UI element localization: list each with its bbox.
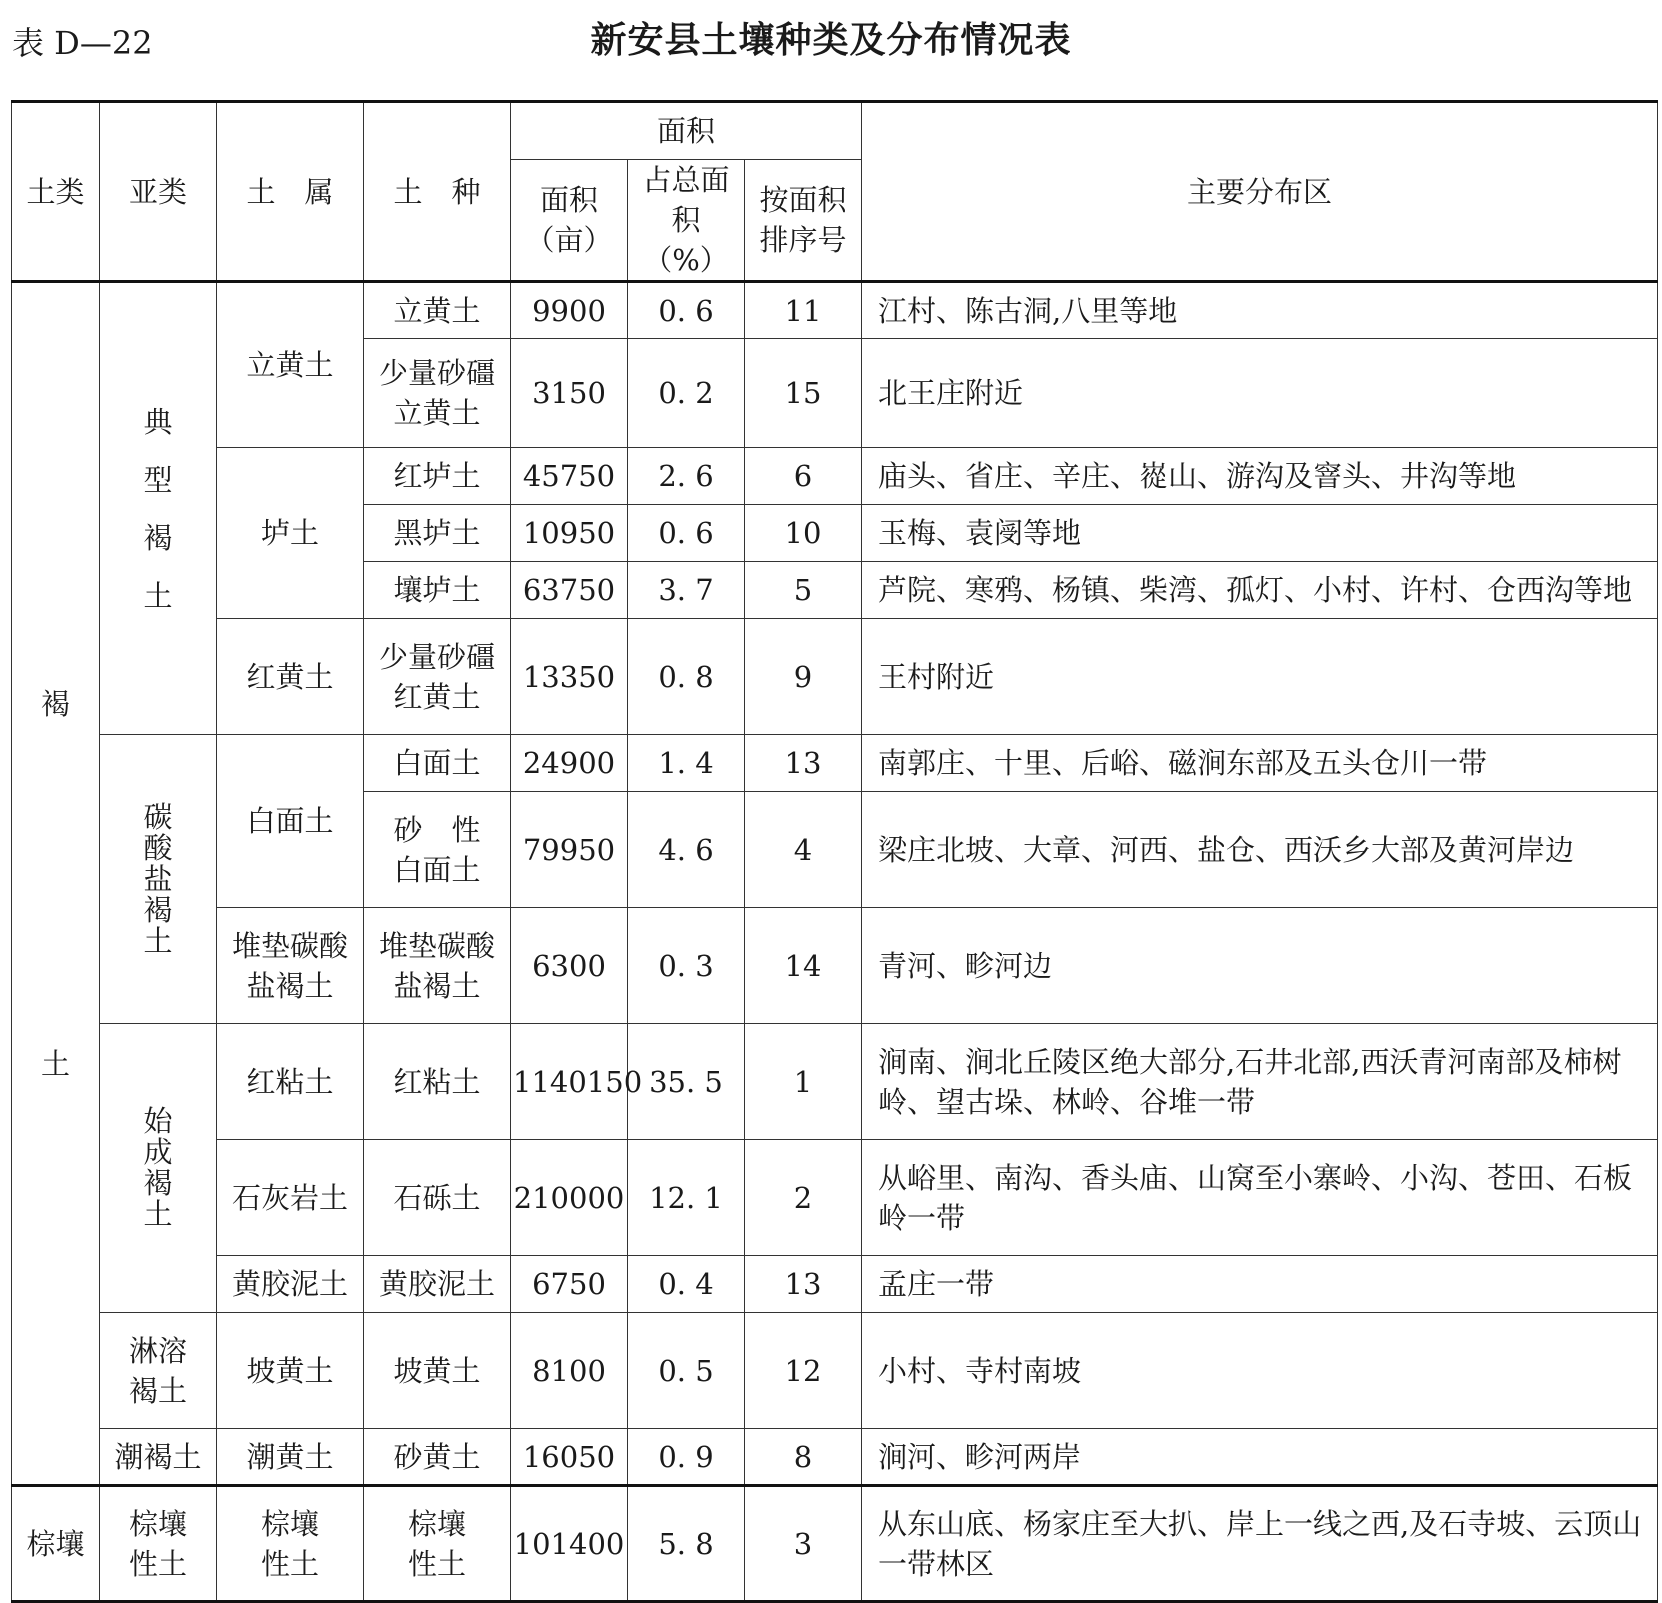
species-cell: 堆垫碳酸 盐褐土: [364, 908, 511, 1024]
rank-cell: 12: [745, 1313, 862, 1429]
soil-class-zong-rang: 棕壤: [12, 1486, 100, 1602]
header-soil-class: 土类: [12, 102, 100, 282]
species-cell: 红粘土: [364, 1024, 511, 1140]
distribution-cell: 玉梅、袁阌等地: [862, 505, 1658, 562]
header-distribution: 主要分布区: [862, 102, 1658, 282]
area-cell: 1140150: [511, 1024, 628, 1140]
rank-cell: 4: [745, 792, 862, 908]
subclass-tansuanyan: 碳 酸 盐 褐 土: [100, 735, 217, 1024]
distribution-cell: 庙头、省庄、辛庄、嵸山、游沟及窨头、井沟等地: [862, 448, 1658, 505]
distribution-cell: 从峪里、南沟、香头庙、山窝至小寨岭、小沟、苍田、石板岭一带: [862, 1140, 1658, 1256]
distribution-cell: 从东山底、杨家庄至大扒、岸上一线之西,及石寺坡、云顶山一带林区: [862, 1486, 1658, 1602]
distribution-cell: 涧河、畛河两岸: [862, 1429, 1658, 1486]
rank-cell: 13: [745, 735, 862, 792]
area-cell: 101400: [511, 1486, 628, 1602]
area-cell: 3150: [511, 339, 628, 448]
percent-cell: 3. 7: [628, 562, 745, 619]
area-cell: 210000: [511, 1140, 628, 1256]
table-row: [12, 908, 1658, 1024]
area-cell: 45750: [511, 448, 628, 505]
genus-lu: 垆土: [217, 448, 364, 619]
genus-chaohuang: 潮黄土: [217, 1429, 364, 1486]
species-cell: 立黄土: [364, 282, 511, 339]
distribution-cell: 梁庄北坡、大章、河西、盐仓、西沃乡大部及黄河岸边: [862, 792, 1658, 908]
genus-pohuang: 坡黄土: [217, 1313, 364, 1429]
rank-cell: 13: [745, 1256, 862, 1313]
area-cell: 16050: [511, 1429, 628, 1486]
genus-honghuang: 红黄土: [217, 619, 364, 735]
species-cell: 红垆土: [364, 448, 511, 505]
table-row: [12, 448, 1658, 505]
rank-cell: 6: [745, 448, 862, 505]
genus-lihuang: 立黄土: [217, 282, 364, 448]
species-cell: 黑垆土: [364, 505, 511, 562]
distribution-cell: 青河、畛河边: [862, 908, 1658, 1024]
percent-cell: 0. 4: [628, 1256, 745, 1313]
distribution-cell: 北王庄附近: [862, 339, 1658, 448]
species-cell: 白面土: [364, 735, 511, 792]
table-row: [12, 282, 1658, 339]
genus-duidian: 堆垫碳酸 盐褐土: [217, 908, 364, 1024]
species-cell: 少量砂礓 红黄土: [364, 619, 511, 735]
area-cell: 10950: [511, 505, 628, 562]
species-cell: 少量砂礓 立黄土: [364, 339, 511, 448]
percent-cell: 0. 6: [628, 282, 745, 339]
rank-cell: 8: [745, 1429, 862, 1486]
percent-cell: 0. 5: [628, 1313, 745, 1429]
area-cell: 13350: [511, 619, 628, 735]
species-cell: 砂 性 白面土: [364, 792, 511, 908]
header-rank: 按面积 排序号: [745, 160, 862, 282]
header-genus: 土 属: [217, 102, 364, 282]
rank-cell: 15: [745, 339, 862, 448]
rank-cell: 2: [745, 1140, 862, 1256]
subclass-shicheng: 始 成 褐 土: [100, 1024, 217, 1313]
species-cell: 砂黄土: [364, 1429, 511, 1486]
rank-cell: 11: [745, 282, 862, 339]
genus-hongnian: 红粘土: [217, 1024, 364, 1140]
distribution-cell: 孟庄一带: [862, 1256, 1658, 1313]
subclass-zongrang: 棕壤 性土: [100, 1486, 217, 1602]
genus-zongrang: 棕壤 性土: [217, 1486, 364, 1602]
percent-cell: 4. 6: [628, 792, 745, 908]
table-row: [12, 619, 1658, 735]
area-cell: 63750: [511, 562, 628, 619]
area-cell: 8100: [511, 1313, 628, 1429]
subclass-dianxing: 典 型 褐 土: [100, 282, 217, 735]
area-cell: 6300: [511, 908, 628, 1024]
table-row: [12, 1313, 1658, 1429]
table-row: [12, 1140, 1658, 1256]
species-cell: 壤垆土: [364, 562, 511, 619]
species-cell: 棕壤 性土: [364, 1486, 511, 1602]
table-row: [12, 1256, 1658, 1313]
area-cell: 6750: [511, 1256, 628, 1313]
distribution-cell: 涧南、涧北丘陵区绝大部分,石井北部,西沃青河南部及柿树岭、望古垛、林岭、谷堆一带: [862, 1024, 1658, 1140]
table-row: [12, 735, 1658, 792]
percent-cell: 5. 8: [628, 1486, 745, 1602]
subclass-linrong: 淋溶 褐土: [100, 1313, 217, 1429]
soil-table: [11, 100, 1658, 1603]
distribution-cell: 芦院、寒鸦、杨镇、柴湾、孤灯、小村、许村、仓西沟等地: [862, 562, 1658, 619]
subclass-chao: 潮褐土: [100, 1429, 217, 1486]
percent-cell: 2. 6: [628, 448, 745, 505]
distribution-cell: 南郭庄、十里、后峪、磁涧东部及五头仓川一带: [862, 735, 1658, 792]
area-cell: 9900: [511, 282, 628, 339]
table-number: 表 D—22: [12, 24, 153, 62]
header-area-group: 面积: [511, 102, 862, 160]
soil-class-he-tu: 褐 土: [12, 282, 100, 1486]
rank-cell: 10: [745, 505, 862, 562]
table-row: [12, 1486, 1658, 1602]
genus-baimian: 白面土: [217, 735, 364, 908]
genus-shihui: 石灰岩土: [217, 1140, 364, 1256]
distribution-cell: 江村、陈古洞,八里等地: [862, 282, 1658, 339]
percent-cell: 0. 2: [628, 339, 745, 448]
table-row: [12, 1024, 1658, 1140]
distribution-cell: 王村附近: [862, 619, 1658, 735]
distribution-cell: 小村、寺村南坡: [862, 1313, 1658, 1429]
genus-huangjiao: 黄胶泥土: [217, 1256, 364, 1313]
percent-cell: 0. 8: [628, 619, 745, 735]
rank-cell: 9: [745, 619, 862, 735]
species-cell: 坡黄土: [364, 1313, 511, 1429]
rank-cell: 3: [745, 1486, 862, 1602]
header-species: 土 种: [364, 102, 511, 282]
percent-cell: 0. 6: [628, 505, 745, 562]
rank-cell: 5: [745, 562, 862, 619]
header-percent: 占总面积 （%）: [628, 160, 745, 282]
rank-cell: 14: [745, 908, 862, 1024]
page-title: 新安县土壤种类及分布情况表: [590, 19, 1072, 61]
header-subclass: 亚类: [100, 102, 217, 282]
percent-cell: 1. 4: [628, 735, 745, 792]
rank-cell: 1: [745, 1024, 862, 1140]
percent-cell: 0. 3: [628, 908, 745, 1024]
table-row: [12, 1429, 1658, 1486]
percent-cell: 12. 1: [628, 1140, 745, 1256]
header-area: 面积 （亩）: [511, 160, 628, 282]
percent-cell: 0. 9: [628, 1429, 745, 1486]
area-cell: 79950: [511, 792, 628, 908]
species-cell: 石砾土: [364, 1140, 511, 1256]
area-cell: 24900: [511, 735, 628, 792]
species-cell: 黄胶泥土: [364, 1256, 511, 1313]
percent-cell: 35. 5: [628, 1024, 745, 1140]
